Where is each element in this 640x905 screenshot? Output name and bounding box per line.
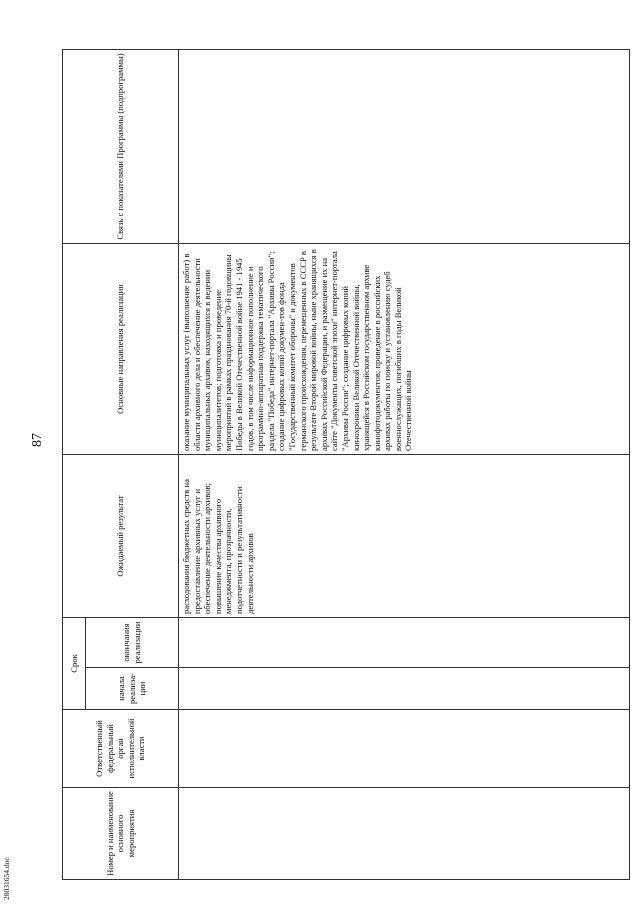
table-row xyxy=(179,49,630,879)
header-expected-result: Ожидаемый результат xyxy=(63,454,179,617)
cell-expected-result: расходования бюджетных средств на предоставление архивных услуг и обеспечение деятельности архивов; повышение качества архивного менеджмента, прозрачности, подотчетности и результативности деятельности архивов xyxy=(179,454,630,617)
measures-table xyxy=(62,49,630,880)
header-term-end: окончания реализации xyxy=(86,617,179,667)
cell-term-start xyxy=(179,668,630,710)
page-number: 87 xyxy=(30,433,45,447)
cell-term-end xyxy=(179,617,630,667)
cell-main-directions: оказание муниципальных услуг (выполнение работ) в области архивного дела и обеспечение деятельности муниципальных архивов, находящихся в ведении муниципалитетов; подготовка и проведение мероприятий в рамках празднования 70-й годовщины Победы в Великой Отечественной войне 1941 - 1945 годов, в том числе информационное пополнение и программно-аппаратная поддержка тематического раздела "Победа" интернет-портала "Архивы России"; создание цифровых копий докумен-тов фонда "Государственный комитет обороны" и документов германского происхождения, перемещенных в СССР в результате Второй мировой войны, ныне хранящихся в архивах Российской Федерации, и размещение их на сайте "Документы советской эпохи" интернет-портала "Архивы России"; создание цифровых копий кинохроники Великой Отечественной войны, хранящейся в Российском государственном архиве кинофотодокументов; проведение в российских архивах работы по поиску и установлению судеб военнослужащих, погибших в годы Великой Отечественной войны xyxy=(179,243,630,454)
doc-code: 28031654.doc xyxy=(2,857,11,900)
header-main-directions: Основные направления реализации xyxy=(63,243,179,454)
header-term-start: начала реализа-ции xyxy=(86,668,179,710)
rotated-table-container xyxy=(62,50,624,880)
cell-responsible xyxy=(179,710,630,788)
cell-link xyxy=(179,49,630,243)
header-link: Связь с показателями Программы (подпрограммы) xyxy=(63,49,179,243)
header-responsible: Ответственный федеральный орган исполнительной власти xyxy=(63,710,179,788)
cell-number-name xyxy=(179,788,630,880)
header-term: Срок xyxy=(63,617,86,709)
header-number-name: Номер и наименование основного мероприятия xyxy=(63,788,179,880)
header-row-1 xyxy=(63,49,86,879)
